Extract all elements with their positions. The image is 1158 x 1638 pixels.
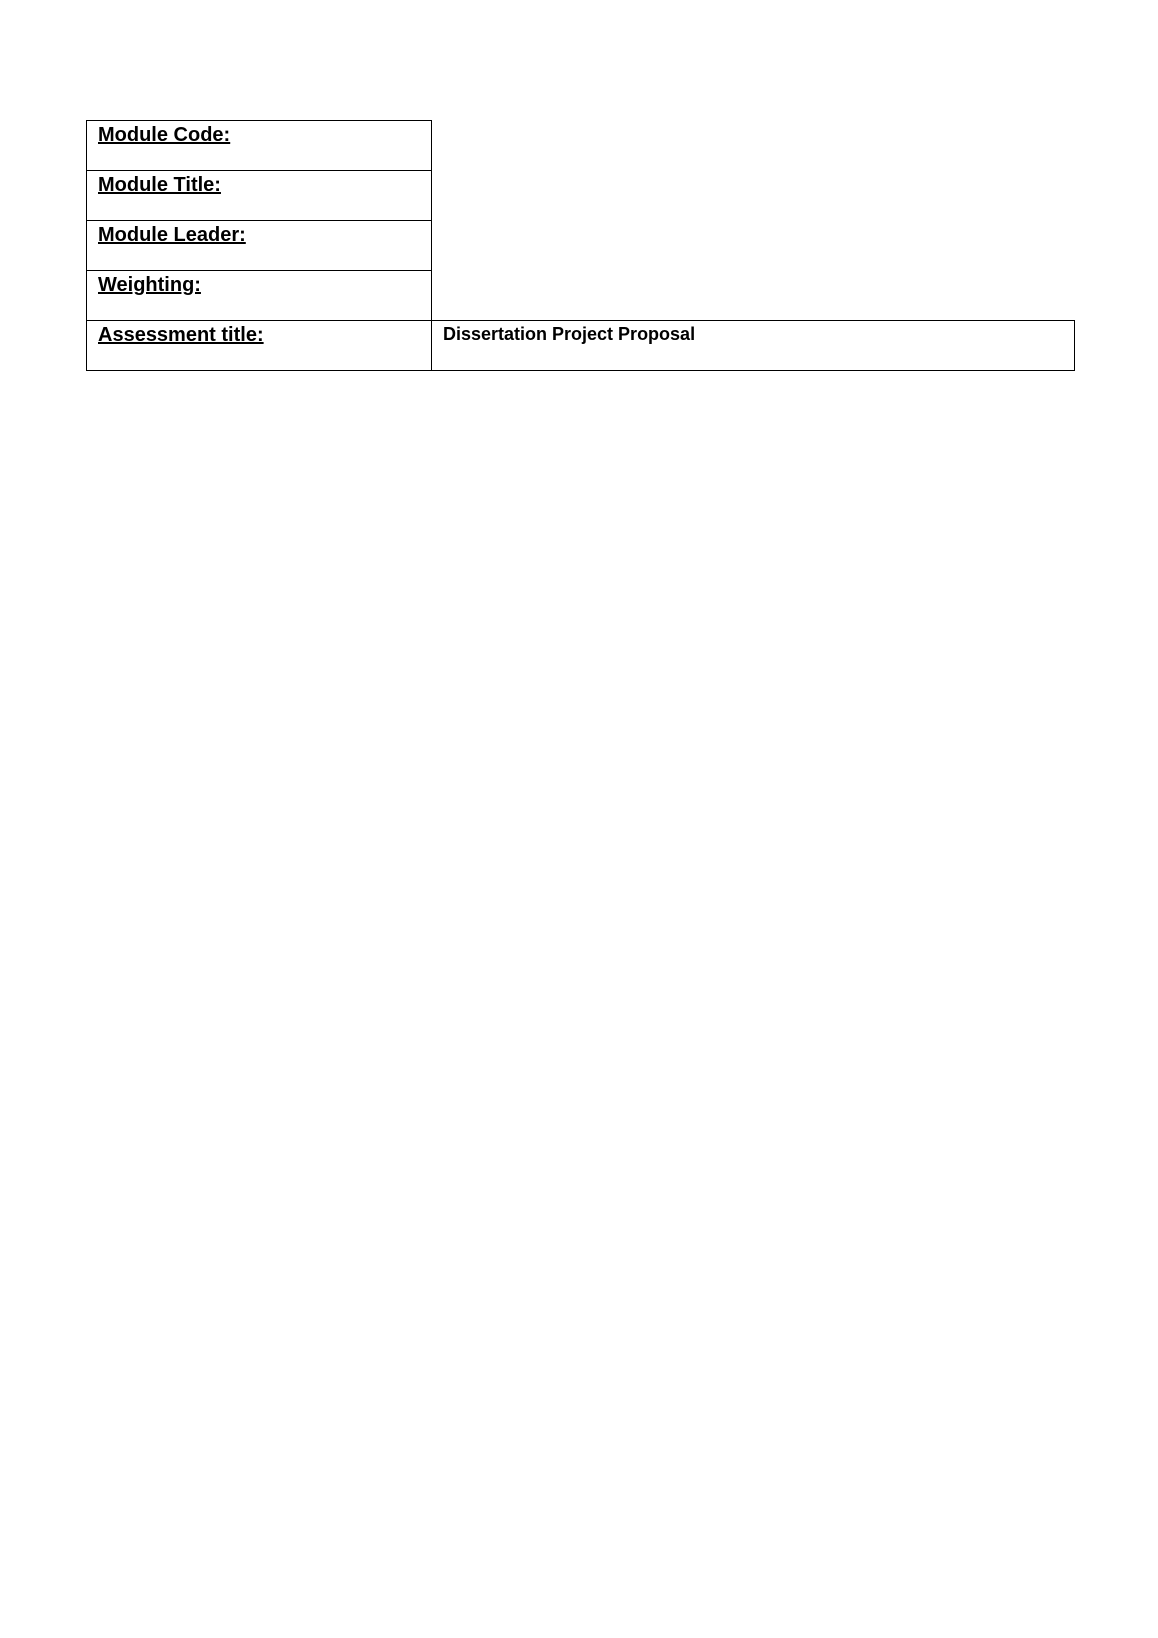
module-leader-label: Module Leader: — [98, 224, 246, 246]
module-code-label: Module Code: — [98, 124, 231, 146]
weighting-label: Weighting: — [98, 274, 201, 296]
module-title-label-cell — [86, 170, 432, 221]
module-leader-label-cell — [86, 220, 432, 271]
module-code-label-cell — [86, 120, 432, 171]
weighting-label-cell — [86, 270, 432, 321]
assessment-title-value-cell — [431, 320, 1075, 371]
assessment-title-label-cell — [86, 320, 432, 371]
assessment-title-label: Assessment title: — [98, 324, 264, 346]
module-title-label: Module Title: — [98, 174, 221, 196]
assessment-title-value: Dissertation Project Proposal — [443, 324, 696, 344]
